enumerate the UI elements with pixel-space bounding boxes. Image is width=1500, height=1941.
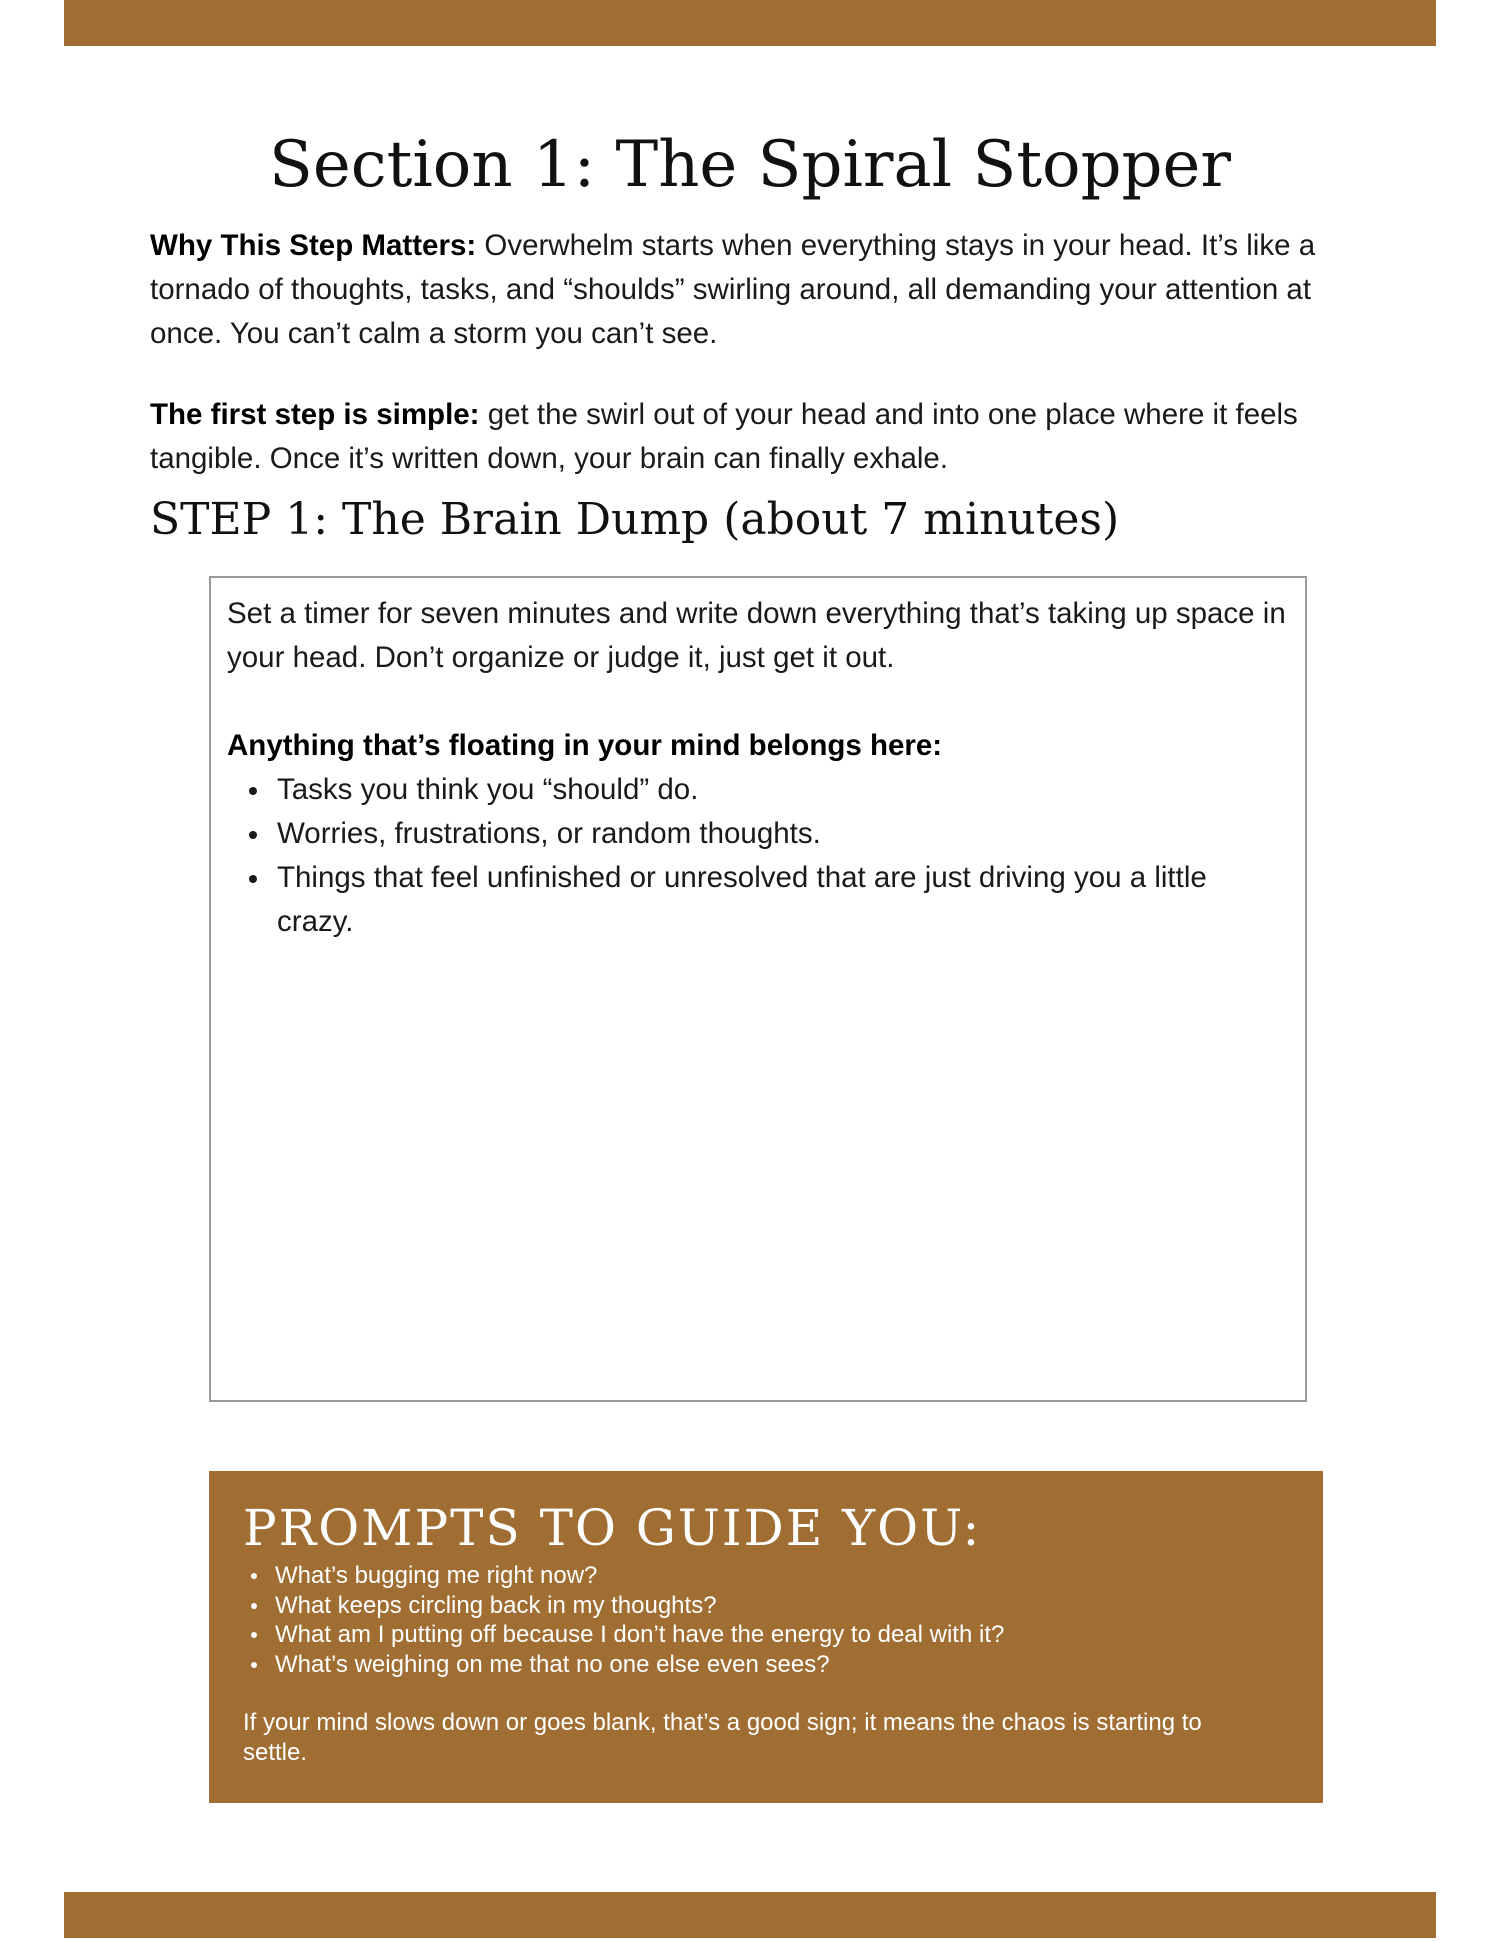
bottom-accent-bar: [64, 1892, 1436, 1938]
prompt-item: What keeps circling back in my thoughts?: [273, 1591, 1289, 1621]
brain-dump-box[interactable]: [209, 576, 1307, 1402]
first-step-label: The first step is simple:: [150, 398, 480, 431]
dump-list-heading: Anything that’s floating in your mind belongs here:: [227, 729, 943, 762]
prompt-item: What am I putting off because I don’t have the energy to deal with it?: [273, 1620, 1289, 1650]
dump-instructions: Set a timer for seven minutes and write down everything that’s taking up space in your head. Don’t organize or judge it, just get it out.: [227, 597, 1286, 674]
prompts-panel: [209, 1471, 1323, 1803]
why-label: Why This Step Matters:: [150, 229, 477, 262]
prompts-note: If your mind slows down or goes blank, that’s a good sign; it means the chaos is starting to settle.: [243, 1709, 1202, 1766]
prompts-list: [243, 1561, 1289, 1679]
first-step-text: get the swirl out of your head and into one place where it feels tangible. Once it’s written down, your brain can finally exhale.: [150, 398, 1298, 475]
list-item: Worries, frustrations, or random thoughts.: [261, 812, 1289, 856]
prompts-title: PROMPTS TO GUIDE YOU:: [243, 1499, 982, 1557]
why-paragraph: [150, 224, 1350, 356]
list-item: Things that feel unfinished or unresolved that are just driving you a little crazy.: [261, 856, 1289, 944]
dump-list: [227, 768, 1289, 944]
prompt-item: What’s weighing on me that no one else even sees?: [273, 1650, 1289, 1680]
first-step-paragraph: [150, 393, 1350, 481]
page-title: Section 1: The Spiral Stopper: [269, 128, 1231, 202]
top-accent-bar: [64, 0, 1436, 46]
step-heading: STEP 1: The Brain Dump (about 7 minutes): [150, 494, 1120, 545]
why-text: Overwhelm starts when everything stays in your head. It’s like a tornado of thoughts, tasks, and “shoulds” swirling around, all demanding your attention at once. You can’t calm a storm you can’t see.: [150, 229, 1316, 350]
prompt-item: What’s bugging me right now?: [273, 1561, 1289, 1591]
list-item: Tasks you think you “should” do.: [261, 768, 1289, 812]
